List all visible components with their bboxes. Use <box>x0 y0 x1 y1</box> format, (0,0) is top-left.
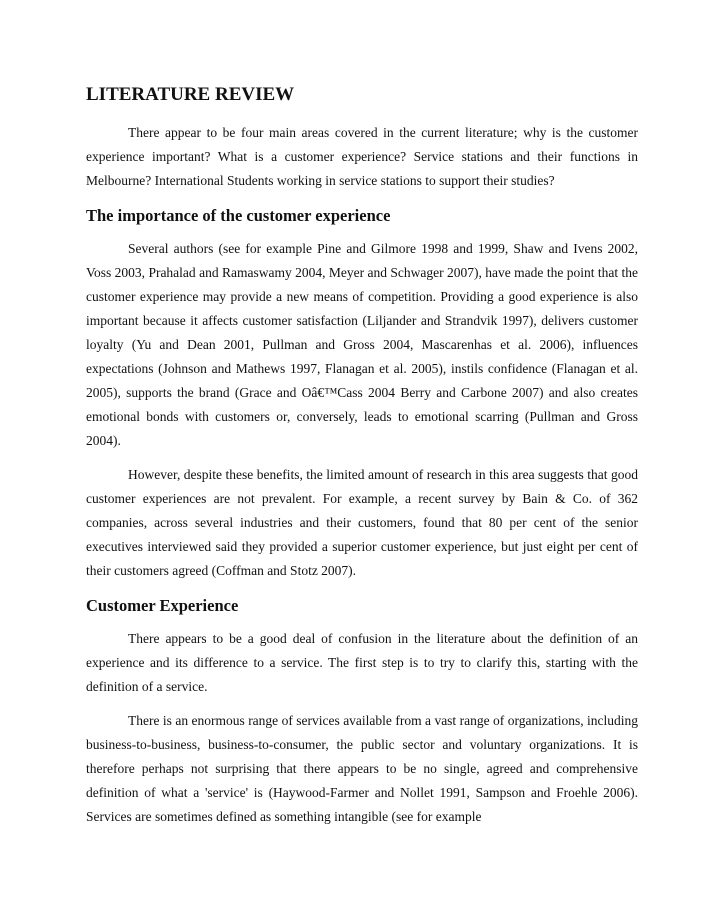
body-paragraph: Several authors (see for example Pine and Gilmore 1998 and 1999, Shaw and Ivens 2002, Voss 2003, Prahalad and Ramaswamy 2004, Meyer and Schwager 2007), have made the point that the customer experience may provide a new means of competition. Providing a good experience is also important because it affects customer satisfaction (Liljander and Strandvik 1997), delivers customer loyalty (Yu and Dean 2001, Pullman and Gross 2004, Mascarenhas et al. 2006), influences expectations (Johnson and Mathews 1997, Flanagan et al. 2005), instils confidence (Flanagan et al. 2005), supports the brand (Grace and Oâ€™Cass 2004 Berry and Carbone 2007) and also creates emotional bonds with customers or, conversely, leads to emotional scarring (Pullman and Gross 2004). <box>86 241 638 448</box>
body-paragraph: However, despite these benefits, the limited amount of research in this area suggests that good customer experiences are not prevalent. For example, a recent survey by Bain & Co. of 362 companies, across several industries and their customers, found that 80 per cent of the senior executives interviewed said they provided a superior customer experience, but just eight per cent of their customers agreed (Coffman and Stotz 2007). <box>86 467 638 578</box>
body-paragraph: There is an enormous range of services available from a vast range of organizations, including business-to-business, business-to-consumer, the public sector and voluntary organizations. It is therefore perhaps not surprising that there appears to be no single, agreed and comprehensive definition of what a 'service' is (Haywood-Farmer and Nollet 1991, Sampson and Froehle 2006). Services are sometimes defined as something intangible (see for example <box>86 713 638 824</box>
page-title: LITERATURE REVIEW <box>86 84 295 105</box>
body-paragraph: There appears to be a good deal of confusion in the literature about the definition of an experience and its difference to a service. The first step is to try to clarify this, starting with the definition of a service. <box>86 631 638 694</box>
section-heading-customer-experience: Customer Experience <box>86 596 239 615</box>
intro-paragraph: There appear to be four main areas covered in the current literature; why is the customer experience important? What is a customer experience? Service stations and their functions in Melbourne? International Students working in service stations to support their studies? <box>86 125 638 188</box>
section-heading-importance: The importance of the customer experience <box>86 206 391 225</box>
